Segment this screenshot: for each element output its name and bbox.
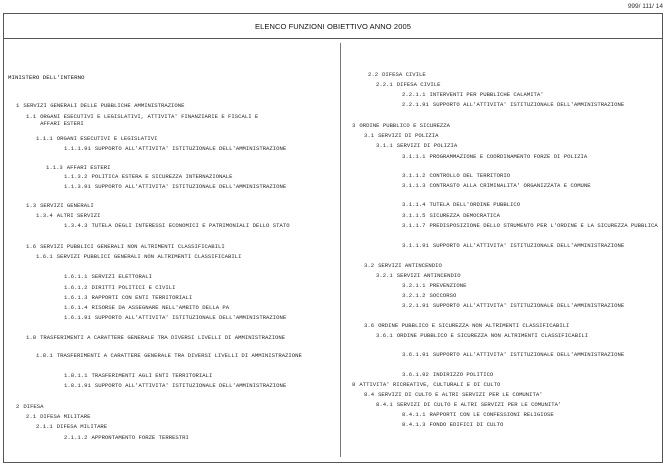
function-entry	[402, 91, 671, 98]
function-entry	[368, 71, 612, 78]
function-description: PROGRAMMAZIONE E COORDINAMENTO FORZE DI POLIZIA	[429, 153, 588, 160]
function-description: RAPPORTI CON ENTI TERRITORIALI	[91, 294, 193, 301]
function-entry	[64, 382, 295, 389]
function-entry	[364, 132, 628, 139]
function-entry	[376, 81, 627, 88]
function-code: 2.2.1	[376, 81, 393, 88]
function-code: 3.2.1.91	[402, 302, 429, 309]
function-entry	[36, 352, 312, 359]
function-code: 1.8	[26, 334, 37, 341]
function-description: ORGANI ESECUTIVI E LEGISLATIVI	[56, 135, 158, 142]
function-entry	[402, 222, 671, 229]
function-entry	[376, 142, 647, 149]
function-code: 1.3.4.3	[64, 222, 88, 229]
function-code: 2.2	[368, 71, 379, 78]
function-description: SERVIZI DI POLIZIA	[396, 142, 458, 149]
function-entry	[46, 164, 297, 171]
function-description: ORDINE PUBBLICO E SICUREZZA	[359, 122, 450, 129]
function-entry	[36, 212, 287, 219]
function-entry	[26, 202, 270, 209]
function-entry	[16, 403, 253, 410]
function-description: FONDO EDIFICI DI CULTO	[429, 421, 504, 428]
function-entry	[402, 411, 660, 418]
function-description: ALTRI SERVIZI	[56, 212, 101, 219]
function-entry	[36, 253, 287, 260]
function-description: ORDINE PUBBLICO E SICUREZZA NON ALTRIMENTI CLASSIFICABILI	[396, 332, 589, 339]
function-description: PREVENZIONE	[429, 282, 467, 289]
function-code: 3.2.1.2	[402, 292, 426, 299]
function-entry	[64, 294, 322, 301]
document-title: ELENCO FUNZIONI OBIETTIVO ANNO 2005	[254, 21, 412, 31]
function-code: 1.6	[26, 243, 37, 250]
function-code: 1	[16, 102, 20, 109]
function-description: INTERVENTI PER PUBBLICHE CALAMITA'	[429, 91, 544, 98]
function-code: 3.1.1.7	[402, 222, 426, 229]
function-code: 3.6	[364, 322, 375, 329]
function-code: 1.8.1	[36, 352, 53, 359]
function-entry	[402, 292, 660, 299]
function-code: 1.1	[26, 113, 37, 120]
function-entry	[26, 413, 270, 420]
document-frame	[3, 13, 663, 463]
function-description: TRASFERIMENTI AGLI ENTI TERRITORIALI	[91, 372, 213, 379]
function-description: AFFARI ESTERI	[66, 164, 111, 171]
function-code: 8.4	[364, 391, 375, 398]
function-entry	[26, 243, 320, 250]
function-entry	[402, 282, 660, 289]
function-code: 1.6.1.91	[64, 314, 91, 321]
function-entry	[64, 145, 295, 152]
function-description: SERVIZI DI CULTO E ALTRI SERVIZI PER LE COMUNITA'	[396, 401, 562, 408]
function-description: CONTROLLO DEL TERRITORIO	[429, 172, 511, 179]
function-code: 1.1.1	[36, 135, 53, 142]
function-description: SUPPORTO ALL'ATTIVITA' ISTITUZIONALE DELL'AMMINISTRAZIONE	[94, 183, 287, 190]
function-entry	[376, 401, 667, 408]
function-description: TUTELA DELL'ORDINE PUBBLICO	[429, 201, 521, 208]
function-entry	[376, 332, 637, 339]
function-code: 3.1	[364, 132, 375, 139]
column-divider	[340, 43, 341, 457]
function-description: DIFESA	[23, 403, 44, 410]
function-description: RAPPORTI CON LE CONFESSIONI RELIGIOSE	[429, 411, 554, 418]
function-code: 1.6.1	[36, 253, 53, 260]
function-code: 1.6.1.4	[64, 304, 88, 311]
function-entry	[352, 122, 609, 129]
function-entry	[402, 212, 660, 219]
function-entry	[402, 201, 660, 208]
function-description: DIFESA CIVILE	[382, 71, 426, 78]
function-code: 2.2.1.1	[402, 91, 426, 98]
function-description: SERVIZI DI CULTO E ALTRI SERVIZI PER LE COMUNITA'	[378, 391, 543, 398]
document-body	[4, 38, 662, 462]
function-entry	[64, 273, 322, 280]
function-entry	[64, 222, 292, 229]
function-code: 3.1.1	[376, 142, 393, 149]
function-description: DIFESA MILITARE	[40, 413, 91, 420]
function-code: 2	[16, 403, 20, 410]
function-entry	[402, 351, 633, 358]
function-description: CONTRASTO ALLA CRIMINALITA' ORGANIZZATA E COMUNE	[429, 182, 591, 189]
function-entry	[402, 153, 650, 160]
function-description: DIFESA MILITARE	[56, 423, 108, 430]
function-code: 1.1.1.91	[64, 145, 91, 152]
function-description: TRASFERIMENTI A CARATTERE GENERALE TRA DIVERSI LIVELLI DI AMMINISTRAZIONE	[56, 352, 302, 359]
function-entry	[64, 173, 322, 180]
function-description: TRASFERIMENTI A CARATTERE GENERALE TRA DIVERSI LIVELLI DI AMMINISTRAZIONE	[40, 334, 286, 341]
function-description: ORGANI ESECUTIVI E LEGISLATIVI, ATTIVITA' FINANZIARIE E FISCALI E AFFARI ESTERI	[40, 113, 259, 128]
function-code: 3	[352, 122, 356, 129]
function-description: SERVIZI GENERALI	[40, 202, 94, 209]
function-description: SERVIZI PUBBLICI GENERALI NON ALTRIMENTI CLASSIFICABILI	[40, 243, 225, 250]
function-code: 3.1.1.91	[402, 242, 429, 249]
function-description: SERVIZI GENERALI DELLE PUBBLICHE AMMINISTRAZIONE	[23, 102, 185, 109]
function-entry	[64, 304, 322, 311]
function-entry	[402, 172, 660, 179]
function-description: SUPPORTO ALL'ATTIVITA' ISTITUZIONALE DELL'AMMINISTRAZIONE	[94, 314, 287, 321]
function-entry	[364, 391, 638, 398]
function-entry	[376, 272, 647, 279]
function-code: 1.6.1.2	[64, 284, 88, 291]
function-description: SOCCORSO	[429, 292, 457, 299]
function-entry	[64, 284, 322, 291]
function-description: SUPPORTO ALL'ATTIVITA' ISTITUZIONALE DELL'AMMINISTRAZIONE	[432, 242, 625, 249]
function-code: 8	[352, 381, 356, 388]
function-entry	[364, 262, 628, 269]
title-bar	[4, 14, 662, 39]
function-entry	[402, 421, 660, 428]
function-entry	[402, 302, 633, 309]
function-entry	[402, 242, 633, 249]
function-entry	[64, 372, 322, 379]
function-description: DIRITTI POLITICI E CIVILI	[91, 284, 176, 291]
function-code: 3.1.1.4	[402, 201, 426, 208]
function-code: 3.6.1.91	[402, 351, 429, 358]
page-number: 999/ 111/ 14	[627, 3, 663, 10]
function-entry	[364, 322, 653, 329]
function-code: 1.6.1.1	[64, 273, 88, 280]
function-code: 3.2.1.1	[402, 282, 426, 289]
function-description: ORDINE PUBBLICO E SICUREZZA NON ALTRIMENTI CLASSIFICABILI	[378, 322, 570, 329]
function-entry	[64, 183, 295, 190]
function-code: 3.1.1.2	[402, 172, 426, 179]
function-description: SERVIZI DI POLIZIA	[378, 132, 439, 139]
function-code: 1.6.1.3	[64, 294, 88, 301]
function-code: 1.1.3.91	[64, 183, 91, 190]
function-code: 3.1.1.5	[402, 212, 426, 219]
function-code: 1.8.1.1	[64, 372, 88, 379]
function-code: 2.2.1.91	[402, 101, 429, 108]
function-description: SUPPORTO ALL'ATTIVITA' ISTITUZIONALE DELL'AMMINISTRAZIONE	[94, 382, 287, 389]
function-code: 8.4.1.3	[402, 421, 426, 428]
function-description: RISORSE DA ASSEGNARE NELL'AMBITO DELLA PA	[91, 304, 230, 311]
ministry-heading: MINISTERO DELL'INTERNO	[8, 74, 85, 81]
function-code: 2.1	[26, 413, 37, 420]
function-entry	[352, 381, 619, 388]
function-description: POLITICA ESTERA E SICUREZZA INTERNAZIONALE	[91, 173, 233, 180]
function-code: 3.2	[364, 262, 375, 269]
function-code: 2.1.1.2	[64, 434, 88, 441]
function-code: 3.6.1.92	[402, 371, 429, 378]
function-code: 3.6.1	[376, 332, 393, 339]
function-code: 3.1.1.3	[402, 182, 426, 189]
function-code: 2.1.1	[36, 423, 53, 430]
function-entry	[26, 113, 280, 127]
function-description: SERVIZI ANTINCENDIO	[378, 262, 442, 269]
function-code: 1.8.1.91	[64, 382, 91, 389]
function-code: 3.2.1	[376, 272, 393, 279]
function-entry	[64, 434, 322, 441]
function-description: SICUREZZA DEMOCRATICA	[429, 212, 500, 219]
function-entry	[402, 371, 663, 378]
function-entry	[26, 334, 340, 341]
function-description: SUPPORTO ALL'ATTIVITA' ISTITUZIONALE DELL'AMMINISTRAZIONE	[432, 101, 625, 108]
function-entry	[402, 101, 633, 108]
function-entry	[16, 102, 273, 109]
function-description: DIFESA CIVILE	[396, 81, 441, 88]
function-entry	[402, 182, 650, 189]
function-code: 1.3.4	[36, 212, 53, 219]
function-code: 1.3	[26, 202, 37, 209]
function-description: SUPPORTO ALL'ATTIVITA' ISTITUZIONALE DELL'AMMINISTRAZIONE	[432, 302, 625, 309]
function-entry	[64, 314, 295, 321]
function-description: SUPPORTO ALL'ATTIVITA' ISTITUZIONALE DELL'AMMINISTRAZIONE	[94, 145, 287, 152]
function-entry	[36, 423, 287, 430]
function-entry	[36, 135, 277, 142]
function-description: SERVIZI PUBBLICI GENERALI NON ALTRIMENTI CLASSIFICABILI	[56, 253, 242, 260]
function-description: SUPPORTO ALL'ATTIVITA' ISTITUZIONALE DELL'AMMINISTRAZIONE	[432, 351, 625, 358]
function-description: SERVIZI ELETTORALI	[91, 273, 152, 280]
function-code: 8.4.1	[376, 401, 393, 408]
function-description: PREDISPOSIZIONE DELLO STRUMENTO PER L'ORDINE E LA SICUREZZA PUBBLICA	[429, 222, 658, 229]
function-description: ATTIVITA' RICREATIVE, CULTURALI E DI CULTO	[359, 381, 501, 388]
function-code: 1.1.3	[46, 164, 63, 171]
function-description: APPRONTAMENTO FORZE TERRESTRI	[91, 434, 189, 441]
function-code: 3.1.1.1	[402, 153, 426, 160]
function-description: TUTELA DEGLI INTERESSI ECONOMICI E PATRIMONIALI DELLO STATO	[91, 222, 290, 229]
function-code: 8.4.1.1	[402, 411, 426, 418]
function-code: 1.1.3.2	[64, 173, 88, 180]
function-description: INDIRIZZO POLITICO	[432, 371, 494, 378]
function-description: SERVIZI ANTINCENDIO	[396, 272, 461, 279]
